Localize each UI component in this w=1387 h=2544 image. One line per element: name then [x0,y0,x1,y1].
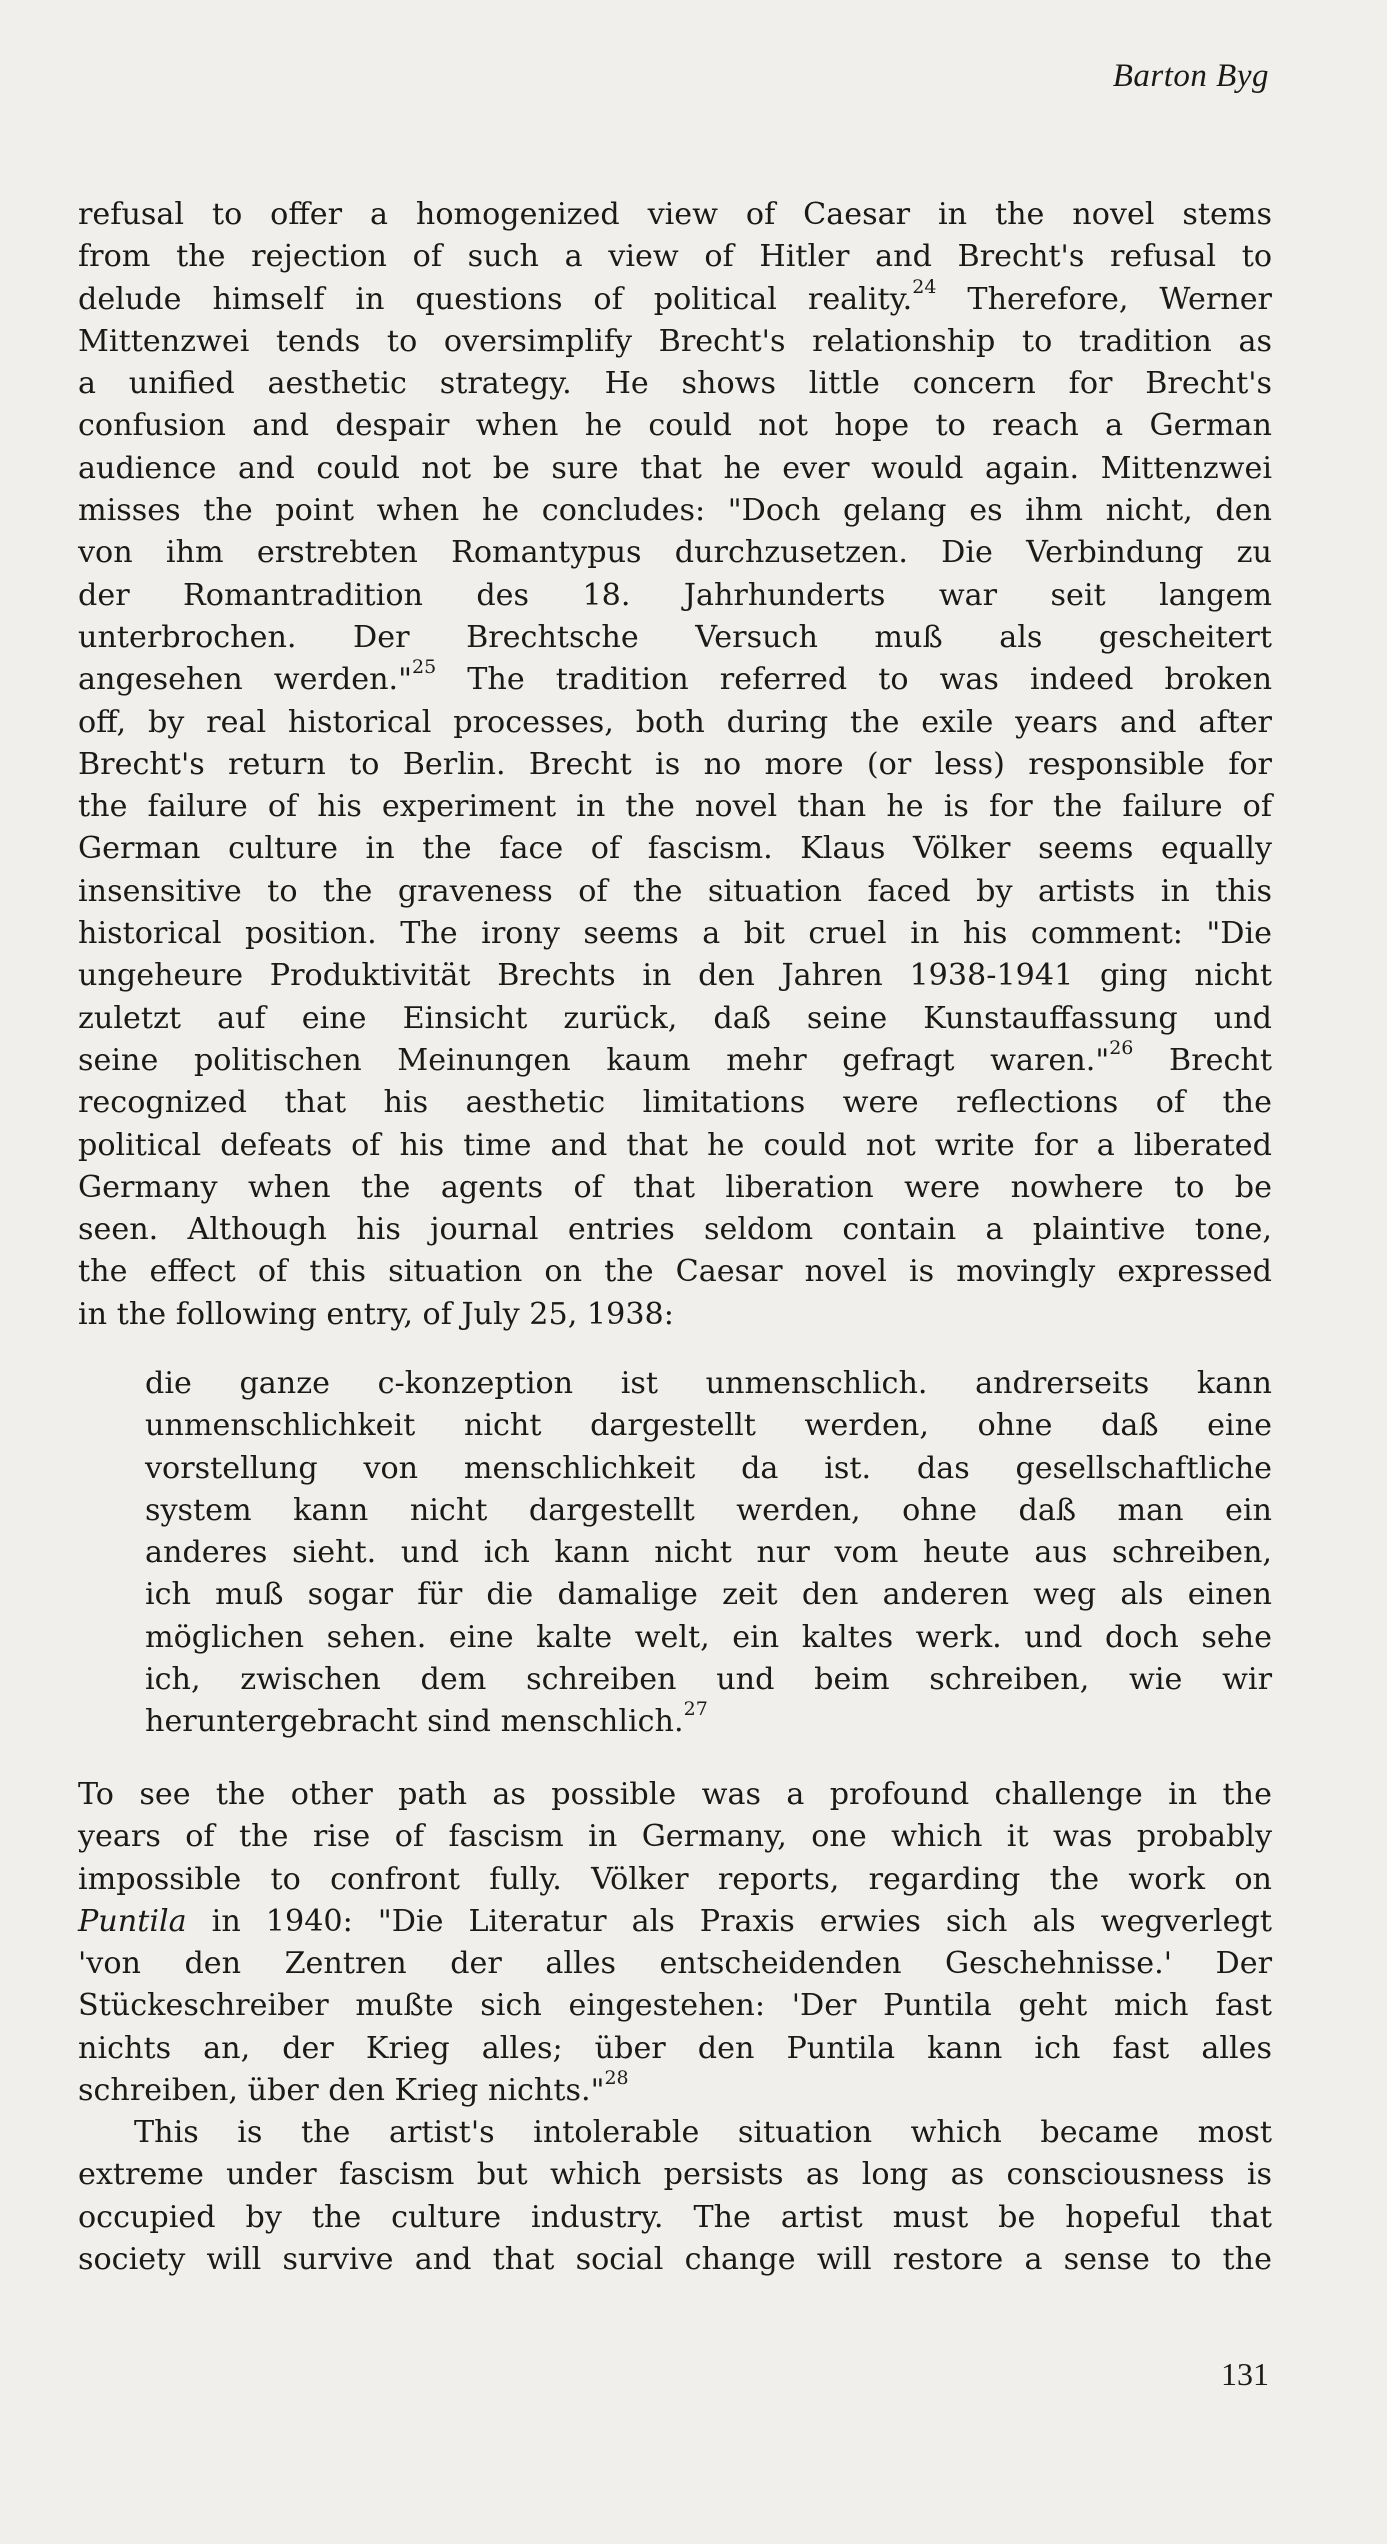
text-line: historical position. The irony seems a bit cruel in his comment: "Die [78,916,1272,952]
text-line: misses the point when he concludes: "Doch gelang es ihm nicht, den [78,493,1272,529]
text-line: from the rejection of such a view of Hitler and Brecht's refusal to [78,239,1272,275]
running-head: Barton Byg [1112,58,1269,94]
text-line: nichts an, der Krieg alles; über den Puntila kann ich fast alles [78,2030,1272,2066]
quote-line: ich, zwischen dem schreiben und beim schreiben, wie wir [145,1662,1272,1698]
text-line: impossible to confront fully. Völker reports, regarding the work on [78,1861,1272,1897]
text-line: 'von den Zentren der alles entscheidenden Geschehnisse.' Der [78,1946,1272,1982]
footnote-ref-28: 28 [604,2066,629,2089]
text-line: years of the rise of fascism in Germany, one which it was probably [78,1819,1272,1855]
text-line: Puntila in 1940: "Die Literatur als Praxis erwies sich als wegverlegt [78,1903,1272,1939]
quote-line: heruntergebracht sind menschlich.$^{27}$ [145,1698,708,1740]
text-line: delude himself in questions of political reality.$^{24}$ Therefore, Werner [78,275,1272,317]
text-line: Brecht's return to Berlin. Brecht is no more (or less) responsible for [78,746,1272,782]
text-line: audience and could not be sure that he ever would again. Mittenzwei [78,450,1272,486]
text-line: confusion and despair when he could not hope to reach a German [78,408,1272,444]
quote-line: system kann nicht dargestellt werden, ohne daß man ein [145,1492,1272,1528]
quote-line: vorstellung von menschlichkeit da ist. das gesellschaftliche [145,1450,1272,1486]
italic-title-puntila: Puntila [78,1903,187,1939]
block-quote [145,1363,1272,1744]
text-line: ungeheure Produktivität Brechts in den Jahren 1938-1941 ging nicht [78,958,1272,994]
text-line: To see the other path as possible was a profound challenge in the [78,1777,1272,1812]
footnote-ref-27: 27 [683,1698,708,1721]
footnote-ref-25: 25 [412,656,437,679]
footnote-ref-24: 24 [912,275,937,298]
quote-line: die ganze c-konzeption ist unmenschlich. andrerseits kann [145,1366,1272,1401]
text-line: schreiben, über den Krieg nichts."$^{28}$ [78,2066,629,2109]
text-line: extreme under fascism but which persists as long as consciousness is [78,2157,1272,2193]
text-line: a unified aesthetic strategy. He shows little concern for Brecht's [78,366,1272,402]
text-line: insensitive to the graveness of the situation faced by artists in this [78,873,1272,909]
text-line: society will survive and that social change will restore a sense to the [78,2241,1272,2277]
text-line: von ihm erstrebten Romantypus durchzusetzen. Die Verbindung zu [78,535,1272,571]
text-line: the effect of this situation on the Caesar novel is movingly expressed [78,1254,1272,1290]
body-paragraph-2 [78,1774,1272,2112]
text-line: in the following entry, of July 25, 1938: [78,1296,674,1332]
quote-line: ich muß sogar für die damalige zeit den anderen weg als einen [145,1577,1272,1613]
quote-line: unmenschlichkeit nicht dargestellt werden, ohne daß eine [145,1408,1272,1444]
text-line: recognized that his aesthetic limitations were reflections of the [78,1085,1272,1121]
text-line: unterbrochen. Der Brechtsche Versuch muß als gescheitert [78,619,1272,655]
text-line: This is the artist's intolerable situation which became most [134,2115,1272,2150]
text-line: Stückeschreiber mußte sich eingestehen: 'Der Puntila geht mich fast [78,1988,1272,2024]
text-line: seine politischen Meinungen kaum mehr gefragt waren."$^{26}$ Brecht [78,1036,1272,1078]
body-paragraph-1 [78,194,1272,1336]
quote-line: möglichen sehen. eine kalte welt, ein kaltes werk. und doch sehe [145,1619,1272,1655]
body-paragraph-3 [78,2112,1272,2281]
text-line: seen. Although his journal entries seldom contain a plaintive tone, [78,1212,1272,1248]
page-number: 131 [1221,2356,1269,2392]
text-line: Germany when the agents of that liberation were nowhere to be [78,1169,1272,1205]
text-line: zuletzt auf eine Einsicht zurück, daß seine Kunstauffassung und [78,1000,1272,1036]
text-line: the failure of his experiment in the novel than he is for the failure of [78,789,1272,825]
text-line: angesehen werden."$^{25}$ The tradition referred to was indeed broken [78,656,1273,698]
text-line: occupied by the culture industry. The artist must be hopeful that [78,2199,1272,2235]
text-line: der Romantradition des 18. Jahrhunderts war seit langem [78,577,1272,613]
footnote-ref-26: 26 [1109,1036,1134,1059]
text-line: refusal to offer a homogenized view of Caesar in the novel stems [78,197,1272,232]
text-line: political defeats of his time and that he could not write for a liberated [78,1127,1272,1163]
text-line: German culture in the face of fascism. Klaus Völker seems equally [78,831,1272,867]
text-line: Mittenzwei tends to oversimplify Brecht's relationship to tradition as [78,323,1272,359]
quote-line: anderes sieht. und ich kann nicht nur vom heute aus schreiben, [145,1535,1272,1571]
text-line: off, by real historical processes, both during the exile years and after [78,704,1272,740]
